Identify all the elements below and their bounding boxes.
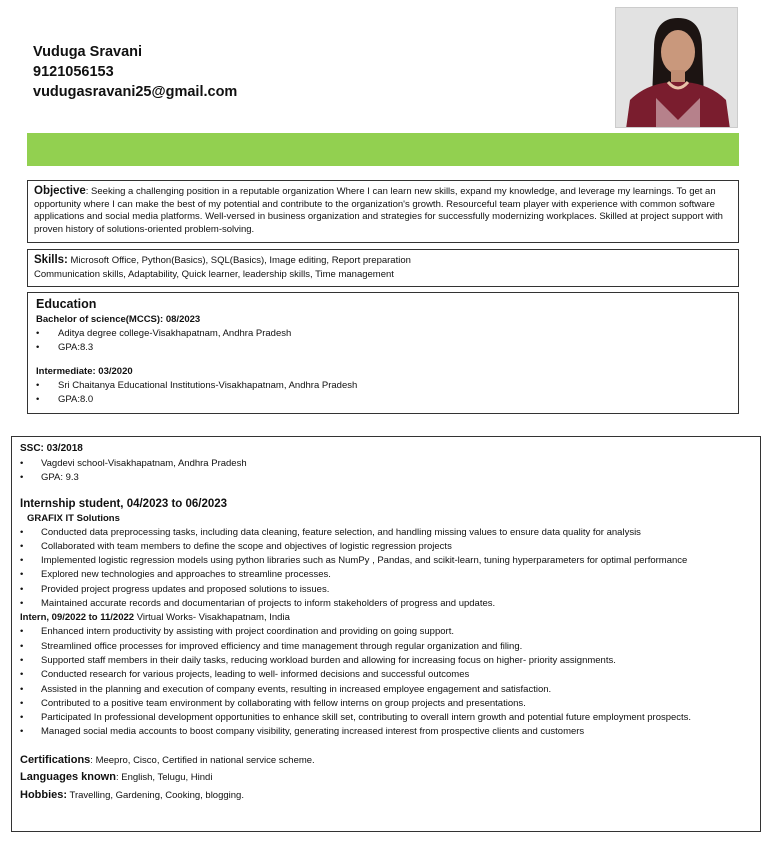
profile-photo (615, 7, 738, 128)
candidate-phone: 9121056153 (33, 64, 114, 80)
certifications-label: Certifications (20, 753, 91, 766)
extras-section (20, 752, 752, 805)
objective-text: : Seeking a challenging position in a reputable organization Where I can learn new skills, expand my knowledge, and leverage my learnings. To get an opportunity where I can make the best of my potential and contribute to the organization's growth. Resourceful team player with experience with common software applications and social media platforms. Well-versed in business organization and strategies for successfully modernizing workplaces. Skilled at project support with proven history of solutions-oriented problem-solving. (34, 186, 723, 235)
list-item: • Conducted research for various projects, leading to well- informed decisions and successful outcomes (20, 669, 470, 681)
education-title: Education (36, 297, 97, 311)
list-item: • Implemented logistic regression models using python libraries such as NumPy , Pandas, and scikit-learn, tuning hyperparameters for optimal performance (20, 555, 688, 567)
skills-line-1: Microsoft Office, Python(Basics), SQL(Basics), Image editing, Report preparation (67, 255, 411, 266)
list-item: • Managed social media accounts to boost company visibility, generating increased interest from prospective clients and customers (20, 726, 585, 738)
education-section (27, 292, 739, 414)
skills-line-2: Communication skills, Adaptability, Quick learner, leadership skills, Time management (34, 269, 394, 280)
candidate-email: vudugasravani25@gmail.com (33, 84, 238, 100)
list-item: • Explored new technologies and approaches to streamline processes. (20, 569, 331, 581)
contact-header (33, 42, 237, 102)
intern-heading (20, 611, 752, 625)
experience-section (11, 436, 761, 832)
hobbies-line (20, 787, 752, 805)
list-item: • Streamlined office processes for improved efficiency and time management through regular organization and filing. (20, 640, 523, 652)
list-item: • Vagdevi school-Visakhapatnam, Andhra Pradesh (20, 458, 247, 469)
list-item: • Assisted in the planning and execution of company events, resulting in increased employee engagement and satisfaction. (20, 683, 552, 695)
list-item: • Provided project progress updates and proposed solutions to issues. (20, 583, 330, 595)
certifications-text: : Meepro, Cisco, Certified in national service scheme. (90, 754, 315, 766)
languages-label: Languages known (20, 771, 116, 784)
intern-org: Virtual Works- Visakhapatnam, India (134, 612, 290, 624)
list-item: • Supported staff members in their daily tasks, reducing workload burden and allowing for increasing focus on higher- priority assignments. (20, 654, 616, 666)
internship-company: GRAFIX IT Solutions (27, 512, 120, 524)
list-item: • GPA:8.3 (36, 342, 94, 353)
ssc-heading: SSC: 03/2018 (20, 443, 83, 454)
list-item: • Participated In professional development opportunities to enhance skill set, contributing to overall intern growth and potential future employment prospects. (20, 712, 692, 724)
list-item: • Contributed to a positive team environment by collaborating with fellow interns on group projects and presentations. (20, 697, 526, 709)
hobbies-text: Travelling, Gardening, Cooking, blogging. (67, 789, 244, 801)
list-item: • Collaborated with team members to define the scope and objectives of logistic regression projects (20, 540, 452, 552)
objective-section (27, 180, 739, 243)
skills-section (27, 249, 739, 287)
certifications-line (20, 752, 752, 770)
candidate-name: Vuduga Sravani (33, 44, 143, 60)
bsc-heading: Bachelor of science(MCCS): 08/2023 (36, 314, 201, 325)
list-item: • Conducted data preprocessing tasks, including data cleaning, feature selection, and handling missing values to ensure data quality for analysis (20, 526, 641, 538)
portrait-image (616, 8, 738, 128)
languages-line (20, 769, 752, 787)
intermediate-heading: Intermediate: 03/2020 (36, 366, 133, 377)
languages-text: : English, Telugu, Hindi (115, 772, 213, 784)
list-item: • GPA:8.0 (36, 394, 94, 405)
objective-label: Objective (34, 185, 86, 197)
intern-title: Intern, 09/2022 to 11/2022 (20, 612, 135, 624)
list-item: • Sri Chaitanya Educational Institutions-Visakhapatnam, Andhra Pradesh (36, 380, 358, 391)
internship-title: Internship student, 04/2023 to 06/2023 (20, 497, 228, 510)
hobbies-label: Hobbies: (20, 788, 68, 801)
list-item: • Maintained accurate records and documentarian of projects to inform stakeholders of progress and updates. (20, 598, 496, 610)
list-item: • Enhanced intern productivity by assisting with project coordination and providing on going support. (20, 626, 454, 638)
skills-label: Skills: (34, 254, 68, 266)
list-item: • GPA: 9.3 (20, 472, 79, 484)
accent-bar (27, 133, 739, 166)
list-item: • Aditya degree college-Visakhapatnam, Andhra Pradesh (36, 328, 292, 339)
